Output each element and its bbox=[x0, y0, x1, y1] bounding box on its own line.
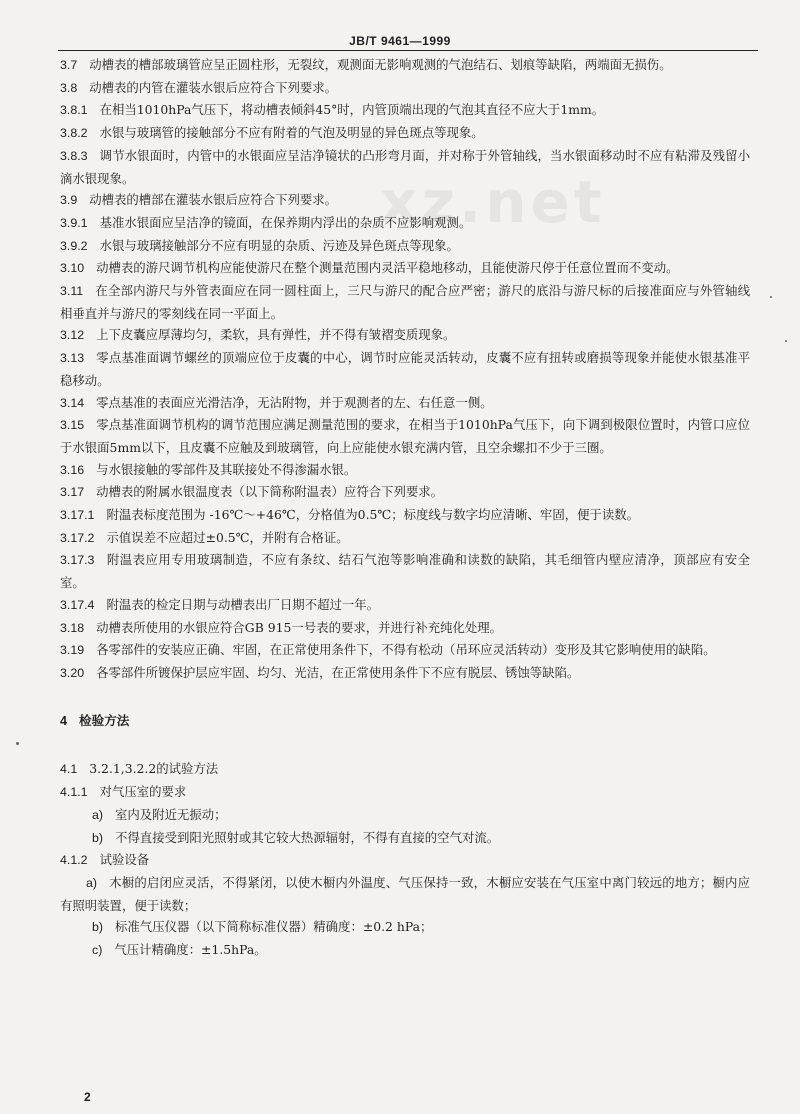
clause-text: 零点基准面调节螺丝的顶端应位于皮囊的中心，调节时应能灵活转动，皮囊不应有扭转或磨损等现象并能使水银基准平稳移动。 bbox=[60, 350, 750, 388]
page-number: 2 bbox=[84, 1090, 91, 1104]
clause-number: b) bbox=[92, 920, 104, 935]
clause-number: 3.17.3 bbox=[60, 553, 95, 568]
clause-number: b) bbox=[92, 830, 104, 845]
watermark: xz.net bbox=[380, 168, 606, 236]
clause-text: 木橱的启闭应灵活，不得紧闭，以使木橱内外温度、气压保持一致，木橱应安装在气压室中离门较远的地方；橱内应有照明装置，便于读数； bbox=[60, 874, 750, 913]
clause-number: 3.9 bbox=[60, 193, 78, 208]
clause-number: 3.15 bbox=[60, 418, 85, 433]
header-rule bbox=[58, 50, 758, 51]
clause-paragraph bbox=[60, 189, 750, 212]
clause-number: 3.14 bbox=[60, 395, 85, 410]
clause-number: 3.8 bbox=[60, 80, 78, 95]
clause-number: a) bbox=[92, 807, 104, 822]
clause-paragraph bbox=[60, 481, 750, 504]
clause-number: 3.19 bbox=[60, 643, 85, 658]
clause-paragraph bbox=[60, 872, 750, 916]
clause-paragraph bbox=[60, 257, 750, 280]
clause-number: 3.17 bbox=[60, 485, 85, 500]
clause-paragraph bbox=[60, 145, 750, 189]
clause-text: 动槽表的内管在灌装水银后应符合下列要求。 bbox=[89, 79, 338, 95]
clause-paragraph bbox=[60, 77, 750, 100]
clause-text: 附温表的检定日期与动槽表出厂日期不超过一年。 bbox=[106, 596, 380, 612]
clause-text: 动槽表的附属水银温度表（以下简称附温表）应符合下列要求。 bbox=[96, 484, 444, 500]
clause-text: 附温表标度范围为 -16℃～+46℃，分格值为0.5℃；标度线与数字均应清晰、牢固，便于读数。 bbox=[106, 507, 640, 523]
clause-number: 4.1.1 bbox=[60, 785, 88, 800]
clause-paragraph bbox=[60, 849, 750, 872]
standard-code-header: JB/T 9461—1999 bbox=[349, 34, 451, 48]
clause-text: 不得直接受到阳光照射或其它较大热源辐射，不得有直接的空气对流。 bbox=[115, 829, 500, 845]
clause-paragraph bbox=[60, 122, 750, 145]
scan-speck bbox=[16, 742, 19, 745]
clause-paragraph bbox=[60, 662, 750, 685]
clause-number: 3.7 bbox=[60, 58, 78, 72]
clause-text: 附温表应用专用玻璃制造，不应有条纹、结石气泡等影响准确和读数的缺陷，其毛细管内壁应清净，顶部应有安全室。 bbox=[60, 552, 750, 591]
clause-number: 4.1 bbox=[60, 762, 78, 777]
clause-text: 零点基准面调节机构的调节范围应满足测量范围的要求，在相当于1010hPa气压下，向下调到极限位置时，内管口应位于水银面5mm以下，且皮囊不应触及到玻璃管，向上应能使水银充满内管，且空余螺扣不少于三圈。 bbox=[60, 417, 750, 455]
clause-paragraph bbox=[60, 414, 750, 458]
clause-paragraph bbox=[60, 916, 750, 939]
section-title: 检验方法 bbox=[79, 713, 130, 728]
clause-paragraph bbox=[60, 939, 750, 962]
section-number: 4 bbox=[60, 713, 68, 728]
clause-paragraph bbox=[60, 459, 750, 482]
clause-text: 在相当1010hPa气压下，将动槽表倾斜45°时，内管顶端出现的气泡其直径不应大于1mm。 bbox=[99, 102, 605, 118]
clause-paragraph bbox=[60, 617, 750, 640]
clause-paragraph bbox=[60, 758, 750, 781]
clause-number: a) bbox=[86, 875, 98, 890]
clause-text: 动槽表的游尺调节机构应能使游尺在整个测量范围内灵活平稳地移动，且能使游尺停于任意位置而不变动。 bbox=[96, 260, 679, 276]
clause-number: 3.11 bbox=[60, 284, 84, 299]
clause-number: c) bbox=[92, 943, 103, 958]
clause-number: 3.18 bbox=[60, 620, 85, 635]
clause-text: 对气压室的要求 bbox=[99, 784, 187, 800]
clause-number: 3.17.1 bbox=[60, 508, 95, 523]
clause-text: 动槽表的槽部玻璃管应呈正圆柱形，无裂纹，观测面无影响观测的气泡结石、划痕等缺陷，两端面无损伤。 bbox=[89, 57, 672, 72]
clause-number: 3.13 bbox=[60, 351, 85, 366]
clause-text: 水银与玻璃接触部分不应有明显的杂质、污迹及异色斑点等现象。 bbox=[99, 237, 459, 253]
clause-text: 各零部件的安装应正确、牢固，在正常使用条件下，不得有松动（吊环应灵活转动）变形及其它影响使用的缺陷。 bbox=[96, 642, 716, 658]
clause-paragraph bbox=[60, 99, 750, 122]
test-methods-section bbox=[60, 758, 750, 961]
clause-text: 上下皮囊应厚薄均匀，柔软，具有弹性，并不得有皱褶变质现象。 bbox=[96, 327, 456, 343]
clause-text: 标准气压仪器（以下简称标准仪器）精确度：±0.2 hPa； bbox=[115, 919, 433, 935]
clause-paragraph bbox=[60, 827, 750, 850]
clause-number: 3.9.1 bbox=[60, 215, 88, 230]
clause-text: 调节水银面时，内管中的水银面应呈洁净镜状的凸形弯月面，并对称于外管轴线，当水银面移动时不应有粘滞及残留小滴水银现象。 bbox=[60, 147, 750, 186]
clause-text: 在全部内游尺与外管表面应在同一圆柱面上，三尺与游尺的配合应严密；游尺的底沿与游尺标的后接准面应与外管轴线相垂直并与游尺的零刻线在同一平面上。 bbox=[60, 283, 750, 321]
clause-text: 零点基准的表面应光滑洁净，无沾附物，并于观测者的左、右任意一侧。 bbox=[96, 394, 493, 410]
clause-number: 3.8.2 bbox=[60, 126, 88, 141]
requirements-section bbox=[60, 54, 750, 685]
clause-paragraph bbox=[60, 324, 750, 347]
clause-number: 3.8.3 bbox=[60, 148, 88, 163]
clause-number: 3.20 bbox=[60, 665, 85, 680]
clause-text: 动槽表所使用的水银应符合GB 915一号表的要求，并进行补充纯化处理。 bbox=[96, 619, 503, 635]
clause-paragraph bbox=[60, 639, 750, 662]
clause-text: 动槽表的槽部在灌装水银后应符合下列要求。 bbox=[89, 192, 338, 208]
clause-number: 3.9.2 bbox=[60, 238, 88, 253]
document-body bbox=[60, 54, 750, 962]
clause-paragraph bbox=[60, 549, 750, 593]
clause-number: 3.10 bbox=[60, 261, 85, 276]
clause-text: 室内及附近无振动； bbox=[115, 806, 227, 822]
clause-text: 基准水银面应呈洁净的镜面，在保养期内浮出的杂质不应影响观测。 bbox=[99, 214, 472, 230]
clause-text: 气压计精确度：±1.5hPa。 bbox=[114, 942, 267, 958]
clause-number: 3.12 bbox=[60, 328, 85, 343]
clause-number: 4.1.2 bbox=[60, 853, 88, 868]
clause-text: 3.2.1,3.2.2的试验方法 bbox=[89, 761, 219, 777]
clause-text: 试验设备 bbox=[99, 852, 150, 868]
clause-paragraph bbox=[60, 594, 750, 617]
clause-paragraph bbox=[60, 235, 750, 258]
clause-paragraph bbox=[60, 504, 750, 527]
clause-paragraph bbox=[60, 392, 750, 415]
clause-number: 3.8.1 bbox=[60, 103, 88, 118]
clause-paragraph bbox=[60, 347, 750, 391]
clause-paragraph bbox=[60, 781, 750, 804]
scan-speck bbox=[785, 340, 787, 342]
clause-paragraph bbox=[60, 280, 750, 324]
clause-number: 3.17.2 bbox=[60, 530, 95, 545]
clause-text: 水银与玻璃管的接触部分不应有附着的气泡及明显的异色斑点等现象。 bbox=[99, 125, 484, 141]
clause-paragraph bbox=[60, 54, 750, 77]
clause-paragraph bbox=[60, 804, 750, 827]
clause-paragraph bbox=[60, 527, 750, 550]
clause-paragraph bbox=[60, 212, 750, 235]
clause-number: 3.16 bbox=[60, 462, 85, 477]
clause-text: 各零部件所镀保护层应牢固、均匀、光洁，在正常使用条件下不应有脱层、锈蚀等缺陷。 bbox=[96, 664, 580, 680]
clause-number: 3.17.4 bbox=[60, 597, 95, 612]
clause-text: 示值误差不应超过±0.5℃，并附有合格证。 bbox=[106, 529, 349, 545]
clause-text: 与水银接触的零部件及其联接处不得渗漏水银。 bbox=[96, 461, 357, 477]
scan-speck bbox=[770, 296, 772, 298]
section-heading bbox=[60, 711, 750, 733]
